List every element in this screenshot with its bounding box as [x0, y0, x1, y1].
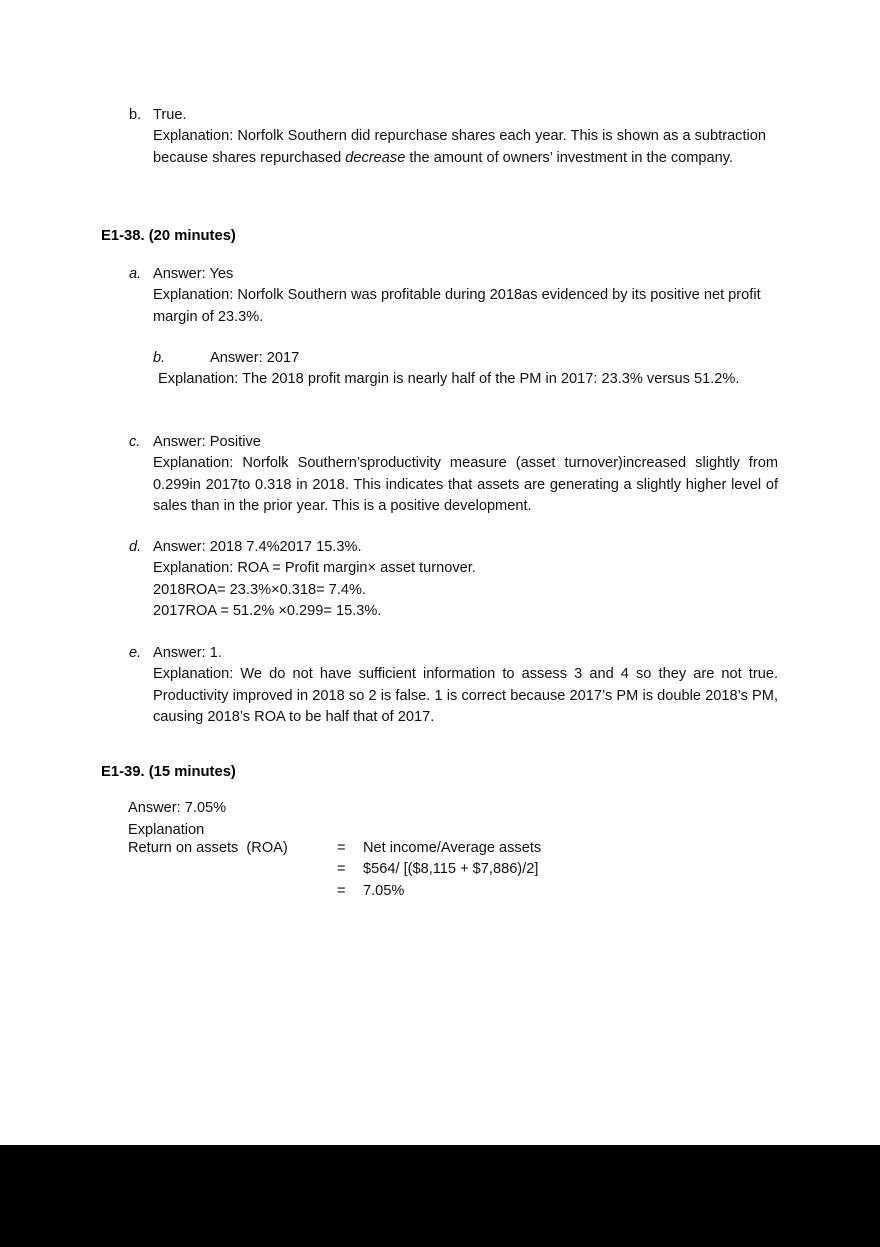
roa-row-equals: =	[337, 840, 346, 856]
roa-row-equals: =	[337, 882, 346, 899]
table-row	[128, 881, 541, 902]
list-marker-a: a.	[129, 266, 142, 282]
item-c-answer: Answer: Positive	[153, 434, 261, 450]
item-d-answer: Answer: 2018 7.4%2017 15.3%.	[153, 539, 362, 555]
item-b-answer: Answer: 2017	[210, 350, 300, 366]
list-marker-e: e.	[129, 645, 142, 661]
item-b-top-explanation	[153, 126, 778, 169]
item-d-calc-line-2: 2017ROA = 51.2% ×0.299= 15.3%.	[153, 603, 382, 620]
item-e-answer: Answer: 1.	[153, 645, 222, 661]
list-marker-b-top: b.	[129, 107, 142, 123]
table-row	[128, 859, 541, 880]
roa-row-value: 7.05%	[363, 882, 405, 899]
item-b-top-body	[153, 105, 778, 169]
exercise-heading-e1-39: E1-39. (15 minutes)	[101, 764, 236, 780]
roa-row-label: Return on assets (ROA)	[128, 840, 288, 856]
item-d-calc-line-1: 2018ROA= 23.3%×0.318= 7.4%.	[153, 581, 366, 598]
item-c-explanation: Explanation: Norfolk Southern’sproductivity measure (asset turnover)increased slightly from 0.299in 2017to 0.318 in 2018. This indicates that assets are generating a slightly higher level of sales than in the prior year. This is a positive development.	[153, 455, 778, 515]
explanation-text-post: the amount of owners’ investment in the company.	[405, 149, 734, 166]
roa-row-equals: =	[337, 861, 346, 878]
table-row	[128, 838, 541, 859]
roa-row-label	[128, 859, 337, 880]
list-marker-c: c.	[129, 434, 141, 450]
roa-row-label	[128, 881, 337, 902]
e1-39-explanation-label: Explanation	[128, 822, 205, 838]
item-c-body	[153, 432, 778, 518]
item-a-answer: Answer: Yes	[153, 266, 234, 282]
item-b-explanation: Explanation: The 2018 profit margin is nearly half of the PM in 2017: 23.3% versus 51.2%.	[158, 371, 740, 387]
item-a-explanation: Explanation: Norfolk Southern was profitable during 2018as evidenced by its positive net profit margin of 23.3%.	[153, 287, 761, 325]
item-b-top-answer: True.	[153, 107, 187, 123]
explanation-emphasis: decrease	[345, 149, 406, 166]
roa-row-value: $564/ [($8,115 + $7,886)/2]	[363, 861, 539, 878]
page-bottom-black-bar	[0, 1145, 880, 1247]
exercise-heading-e1-38: E1-38. (20 minutes)	[101, 228, 236, 244]
item-d-body	[153, 537, 778, 623]
roa-row-value: Net income/Average assets	[363, 840, 542, 856]
e1-39-answer: Answer: 7.05%	[128, 800, 227, 816]
list-marker-d: d.	[129, 539, 142, 555]
item-d-explanation: Explanation: ROA = Profit margin× asset turnover.	[153, 560, 476, 577]
roa-calculation-table	[128, 838, 541, 902]
item-a-body	[153, 264, 778, 328]
item-e-explanation: Explanation: We do not have sufficient information to assess 3 and 4 so they are not true. Productivity improved in 2018 so 2 is false. 1 is correct because 2017’s PM is double 2018’s PM, causing 2018’s ROA to be half that of 2017.	[153, 666, 778, 726]
item-e-body	[153, 643, 778, 729]
explanation-text-pre: Explanation: Norfolk Southern did repurchase shares each year. This is shown as a subtraction because shares repurchased	[153, 128, 767, 166]
list-marker-b: b.	[153, 350, 166, 366]
